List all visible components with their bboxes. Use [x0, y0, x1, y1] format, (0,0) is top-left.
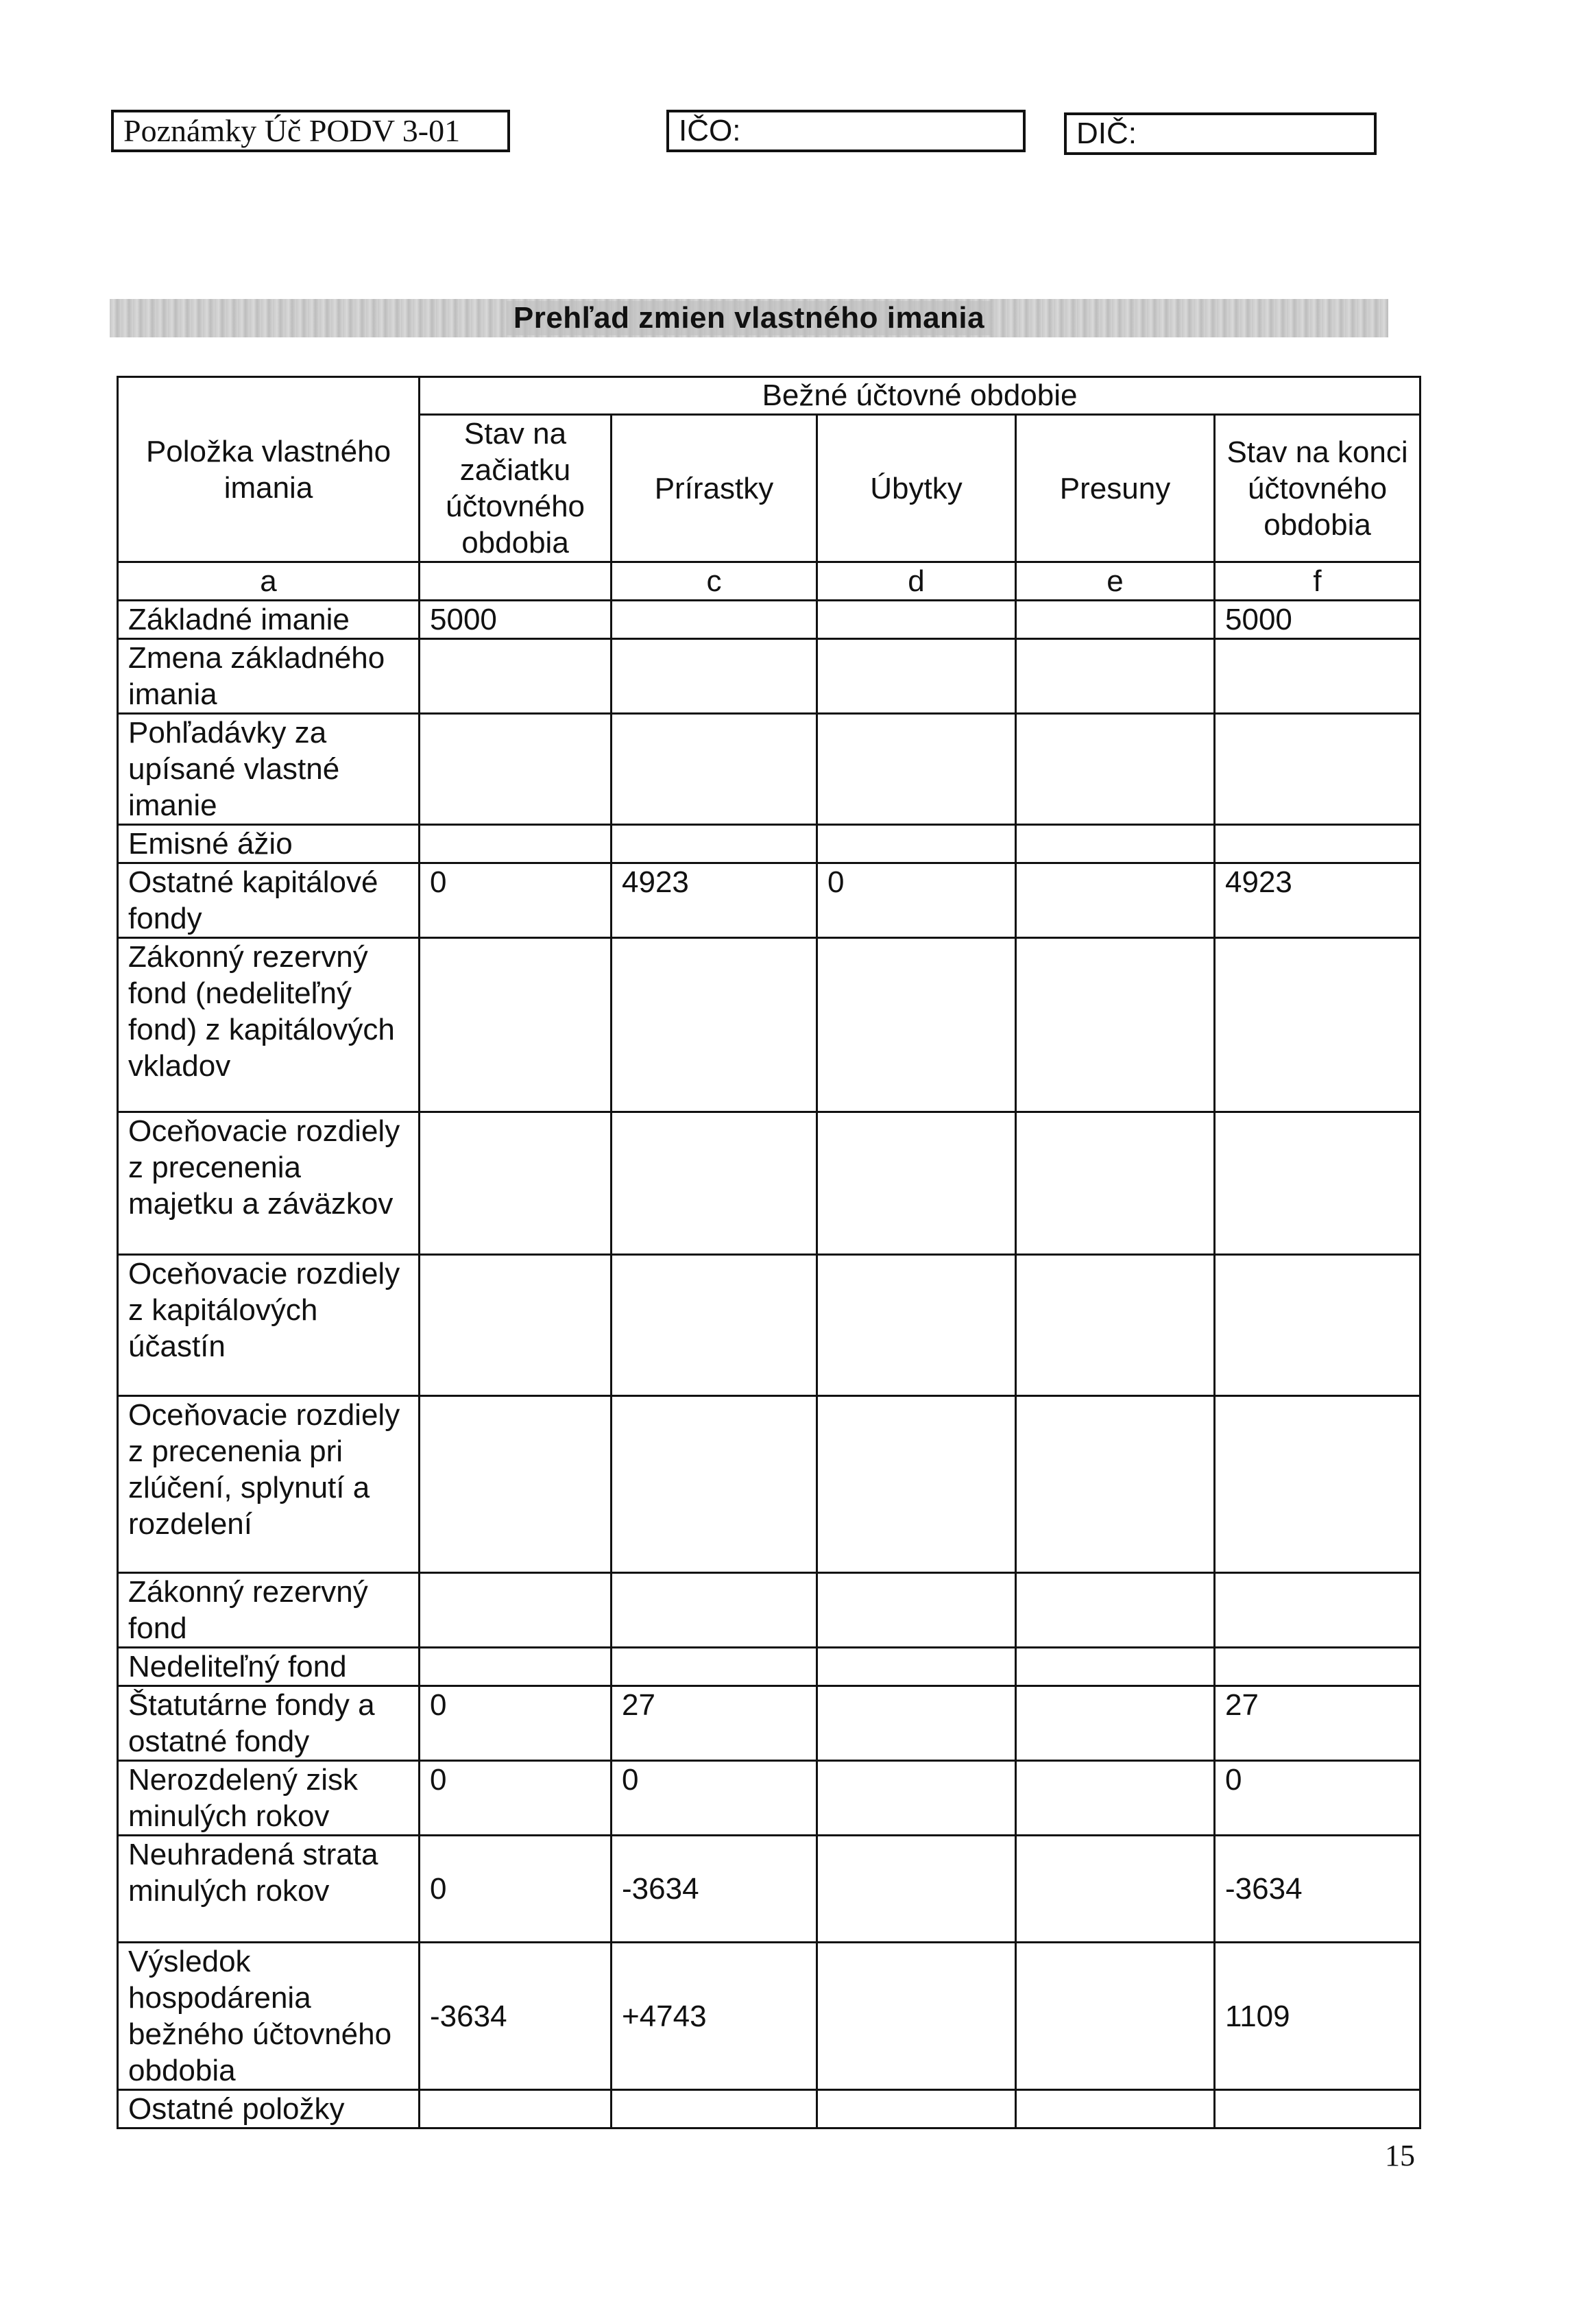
cell-increase: 27: [612, 1686, 817, 1761]
cell-decrease: [817, 1255, 1016, 1396]
section-title: Prehľad zmien vlastného imania: [507, 301, 991, 335]
row-label: Nedeliteľný fond: [118, 1648, 420, 1686]
cell-increase: +4743: [612, 1943, 817, 2090]
table-row: [118, 825, 1420, 863]
row-label: Nerozdelený zisk minulých rokov: [118, 1761, 420, 1836]
cell-end: 1109: [1215, 1943, 1420, 2090]
cell-end: 0: [1215, 1761, 1420, 1836]
cell-transfer: [1016, 1112, 1215, 1255]
page-number: 15: [1385, 2139, 1415, 2172]
cell-decrease: [817, 601, 1016, 639]
cell-end: [1215, 1396, 1420, 1573]
col-end-header: Stav na konci účtovného obdobia: [1215, 415, 1420, 562]
cell-start: -3634: [420, 1943, 612, 2090]
cell-transfer: [1016, 825, 1215, 863]
period-group-header: Bežné účtovné obdobie: [420, 377, 1420, 415]
cell-increase: [612, 1573, 817, 1648]
cell-increase: [612, 1255, 817, 1396]
cell-decrease: [817, 1573, 1016, 1648]
cell-start: 5000: [420, 601, 612, 639]
table-row: [118, 1112, 1420, 1255]
row-label: Zákonný rezervný fond: [118, 1573, 420, 1648]
cell-start: 0: [420, 1686, 612, 1761]
form-label: Poznámky Úč PODV 3-01: [123, 113, 461, 148]
cell-increase: -3634: [612, 1836, 817, 1943]
cell-decrease: [817, 2090, 1016, 2128]
section-banner: [110, 299, 1388, 337]
ico-field: [666, 110, 1026, 152]
col-decrease-header: Úbytky: [817, 415, 1016, 562]
cell-transfer: [1016, 863, 1215, 938]
cell-end: 5000: [1215, 601, 1420, 639]
cell-transfer: [1016, 938, 1215, 1112]
cell-end: [1215, 714, 1420, 825]
cell-increase: [612, 1648, 817, 1686]
table-row: [118, 1396, 1420, 1573]
cell-increase: [612, 639, 817, 714]
cell-decrease: [817, 1686, 1016, 1761]
ico-label: IČO:: [679, 114, 741, 147]
cell-start: [420, 825, 612, 863]
cell-transfer: [1016, 1836, 1215, 1943]
cell-end: [1215, 2090, 1420, 2128]
cell-start: 0: [420, 1836, 612, 1943]
cell-increase: [612, 825, 817, 863]
cell-decrease: [817, 1836, 1016, 1943]
table-row: [118, 863, 1420, 938]
cell-transfer: [1016, 1255, 1215, 1396]
cell-decrease: [817, 714, 1016, 825]
cell-start: [420, 938, 612, 1112]
table-row: [118, 1686, 1420, 1761]
cell-start: [420, 639, 612, 714]
cell-increase: [612, 938, 817, 1112]
table-row: [118, 2090, 1420, 2128]
row-label: Oceňovacie rozdiely z kapitálových účastín: [118, 1255, 420, 1396]
cell-increase: [612, 601, 817, 639]
dic-field: [1064, 112, 1377, 155]
form-label-box: [111, 110, 510, 152]
cell-decrease: [817, 1761, 1016, 1836]
col-transfer-header: Presuny: [1016, 415, 1215, 562]
row-label: Zákonný rezervný fond (nedeliteľný fond) z kapitálových vkladov: [118, 938, 420, 1112]
cell-end: 27: [1215, 1686, 1420, 1761]
cell-start: [420, 714, 612, 825]
equity-changes-table: [117, 376, 1421, 2129]
cell-start: 0: [420, 863, 612, 938]
cell-end: [1215, 938, 1420, 1112]
cell-start: [420, 1112, 612, 1255]
row-label: Výsledok hospodárenia bežného účtovného obdobia: [118, 1943, 420, 2090]
row-label: Zmena základného imania: [118, 639, 420, 714]
col-start-header: Stav na začiatku účtovného obdobia: [420, 415, 612, 562]
cell-end: [1215, 1255, 1420, 1396]
cell-start: [420, 1573, 612, 1648]
table-row: [118, 1761, 1420, 1836]
cell-decrease: 0: [817, 863, 1016, 938]
letter-b: [420, 562, 612, 601]
cell-transfer: [1016, 639, 1215, 714]
letter-f: f: [1215, 562, 1420, 601]
row-label: Pohľadávky za upísané vlastné imanie: [118, 714, 420, 825]
table-row: [118, 1648, 1420, 1686]
cell-transfer: [1016, 2090, 1215, 2128]
cell-end: [1215, 1648, 1420, 1686]
cell-start: [420, 1396, 612, 1573]
letters-row: [118, 562, 1420, 601]
cell-increase: 4923: [612, 863, 817, 938]
col-increase-header: Prírastky: [612, 415, 817, 562]
cell-start: [420, 2090, 612, 2128]
row-label: Oceňovacie rozdiely z precenenia pri zlúčení, splynutí a rozdelení: [118, 1396, 420, 1573]
cell-transfer: [1016, 714, 1215, 825]
cell-transfer: [1016, 1396, 1215, 1573]
row-label: Ostatné položky: [118, 2090, 420, 2128]
table-row: [118, 1943, 1420, 2090]
cell-increase: 0: [612, 1761, 817, 1836]
letter-e: e: [1016, 562, 1215, 601]
row-label: Oceňovacie rozdiely z precenenia majetku a záväzkov: [118, 1112, 420, 1255]
cell-increase: [612, 1396, 817, 1573]
cell-increase: [612, 2090, 817, 2128]
cell-start: [420, 1255, 612, 1396]
row-label: Ostatné kapitálové fondy: [118, 863, 420, 938]
cell-decrease: [817, 639, 1016, 714]
cell-increase: [612, 714, 817, 825]
cell-decrease: [817, 1396, 1016, 1573]
row-label: Emisné ážio: [118, 825, 420, 863]
header-row-group: [118, 377, 1420, 415]
cell-transfer: [1016, 601, 1215, 639]
cell-decrease: [817, 825, 1016, 863]
cell-increase: [612, 1112, 817, 1255]
cell-start: [420, 1648, 612, 1686]
table-row: [118, 938, 1420, 1112]
letter-d: d: [817, 562, 1016, 601]
cell-decrease: [817, 1943, 1016, 2090]
table-row: [118, 1573, 1420, 1648]
cell-start: 0: [420, 1761, 612, 1836]
cell-decrease: [817, 1112, 1016, 1255]
cell-transfer: [1016, 1573, 1215, 1648]
cell-end: [1215, 639, 1420, 714]
cell-transfer: [1016, 1648, 1215, 1686]
table-row: [118, 1255, 1420, 1396]
cell-end: -3634: [1215, 1836, 1420, 1943]
table-row: [118, 714, 1420, 825]
table-row: [118, 639, 1420, 714]
row-label: Štatutárne fondy a ostatné fondy: [118, 1686, 420, 1761]
row-label: Neuhradená strata minulých rokov: [118, 1836, 420, 1943]
letter-c: c: [612, 562, 817, 601]
table-row: [118, 601, 1420, 639]
letter-a: a: [118, 562, 420, 601]
cell-end: 4923: [1215, 863, 1420, 938]
cell-transfer: [1016, 1686, 1215, 1761]
cell-decrease: [817, 938, 1016, 1112]
cell-transfer: [1016, 1761, 1215, 1836]
row-label: Základné imanie: [118, 601, 420, 639]
cell-end: [1215, 1112, 1420, 1255]
table-row: [118, 1836, 1420, 1943]
cell-decrease: [817, 1648, 1016, 1686]
cell-end: [1215, 1573, 1420, 1648]
dic-label: DIČ:: [1076, 117, 1137, 150]
col-item-header: Položka vlastného imania: [118, 377, 420, 562]
cell-transfer: [1016, 1943, 1215, 2090]
cell-end: [1215, 825, 1420, 863]
